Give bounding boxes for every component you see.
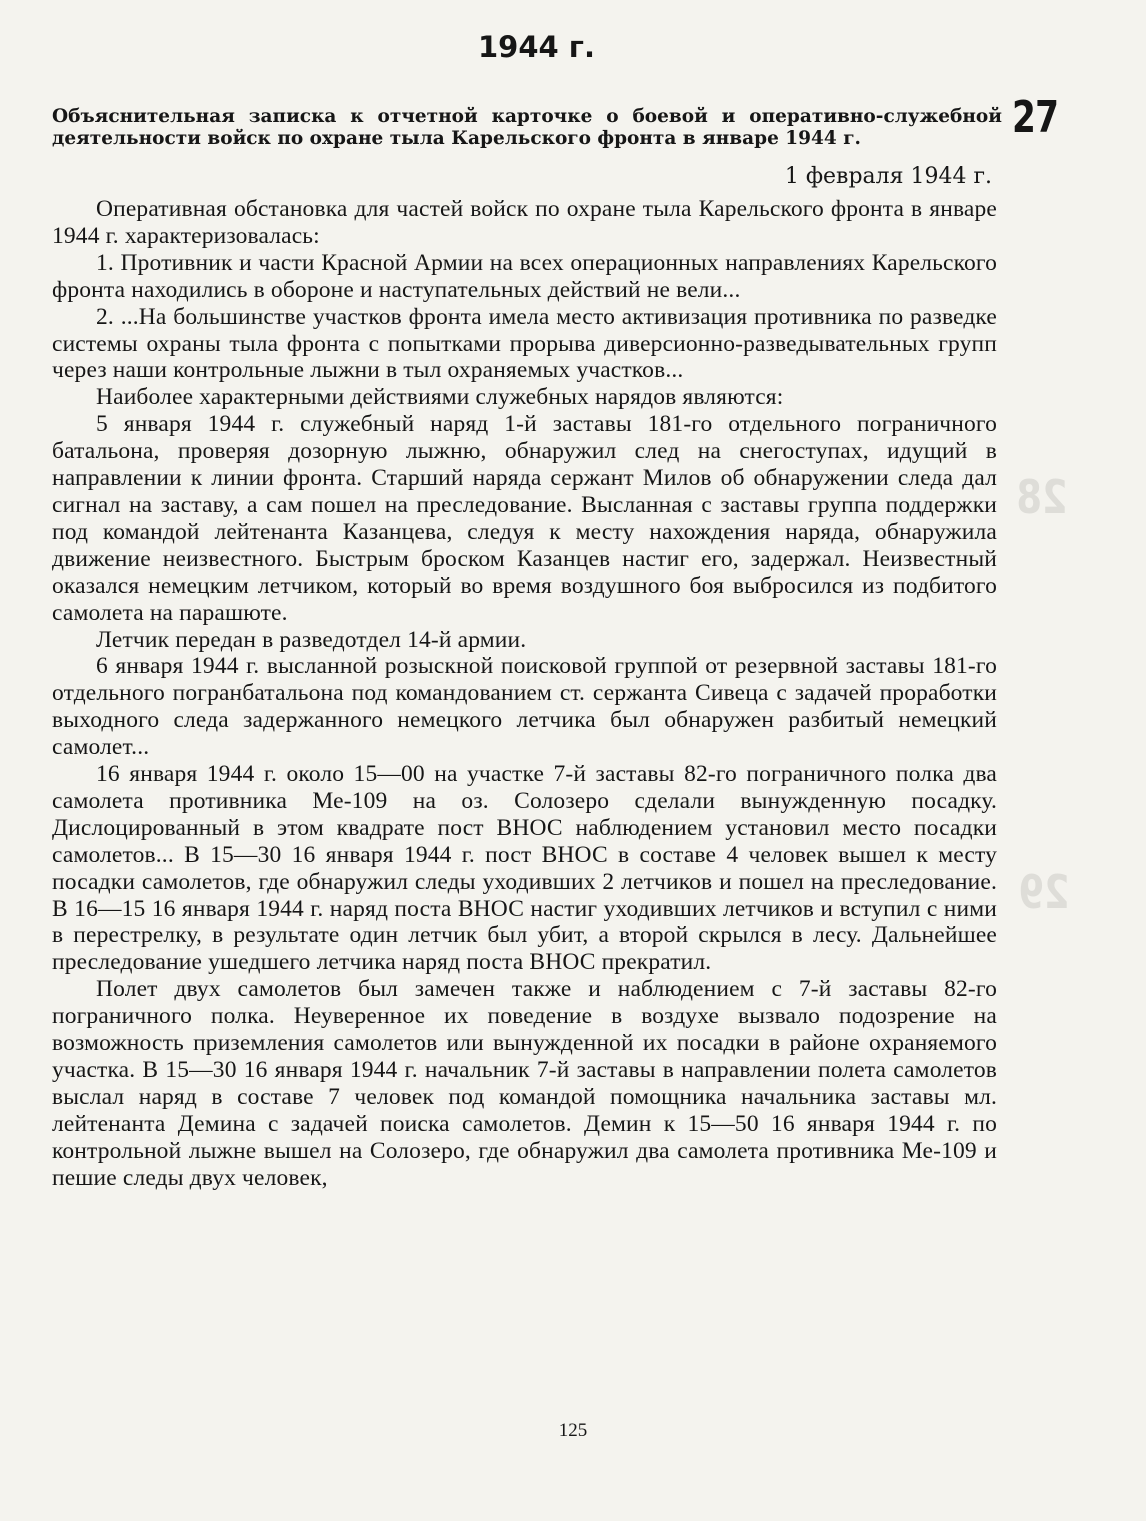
paragraph: 2. ...На большинстве участков фронта имела место активизация противника по разведке системы охраны тыла фронта с попытками прорыва диверсионно-разведывательных групп через наши контрольные лыжни в тыл охраняемых участков...: [52, 303, 997, 384]
document-number: 27: [1012, 92, 1059, 143]
paragraph: Оперативная обстановка для частей войск по охране тыла Карельского фронта в январе 1944 г. характеризовалась:: [52, 196, 997, 249]
bleed-through-mark: 29: [1018, 865, 1070, 919]
page-number: 125: [558, 1420, 588, 1441]
document-title: Объяснительная записка к отчетной карточке о боевой и оперативно-служебной деятельности войск по охране тыла Карельского фронта в январе 1944 г.: [52, 106, 1002, 149]
paragraph: Полет двух самолетов был замечен также и наблюдением с 7-й заставы 82-го пограничного полка. Неуверенное их поведение в воздухе вызвало подозрение на возможность приземления самолетов или вынужденной их посадки в районе охраняемого участка. В 15—30 16 января 1944 г. начальник 7-й заставы в направлении полета самолетов выслал наряд в составе 7 человек под командой помощника начальника заставы мл. лейтенанта Демина с задачей поиска самолетов. Демин к 15—50 16 января 1944 г. по контрольной лыжне вышел на Солозеро, где обнаружил два самолета противника Ме-109 и пешие следы двух человек,: [52, 976, 997, 1191]
document-body: [52, 196, 997, 1192]
year-heading: 1944 г.: [478, 30, 595, 64]
paragraph: 1. Противник и части Красной Армии на всех операционных направлениях Карельского фронта находились в обороне и наступательных действий не вели...: [52, 249, 997, 303]
paragraph: 6 января 1944 г. высланной розыскной поисковой группой от резервной заставы 181-го отдельного погранбатальона под командованием ст. сержанта Сивеца с задачей проработки выходного следа задержанного немецкого летчика был обнаружен разбитый немецкий самолет...: [52, 653, 997, 761]
bleed-through-mark: 28: [1016, 470, 1068, 524]
document-date: 1 февраля 1944 г.: [784, 164, 992, 189]
paragraph: 5 января 1944 г. служебный наряд 1-й заставы 181-го отдельного пограничного батальона, проверяя дозорную лыжню, обнаружил след на снегоступах, идущий в направлении к линии фронта. Старший наряда сержант Милов об обнаружении следа дал сигнал на заставу, а сам пошел на преследование. Высланная с заставы группа поддержки под командой лейтенанта Казанцева, следуя к месту нахождения наряда, обнаружила движение неизвестного. Быстрым броском Казанцев настиг его, задержал. Неизвестный оказался немецким летчиком, который во время воздушного боя выбросился из подбитого самолета на парашюте.: [52, 411, 997, 626]
paragraph: Летчик передан в разведотдел 14-й армии.: [96, 626, 527, 653]
paragraph: Наиболее характерными действиями служебных нарядов являются:: [96, 384, 784, 411]
paragraph: 16 января 1944 г. около 15—00 на участке 7-й заставы 82-го пограничного полка два самолета противника Ме-109 на оз. Солозеро сделали вынужденную посадку. Дислоцированный в этом квадрате пост ВНОС наблюдением установил место посадки самолетов... В 15—30 16 января 1944 г. пост ВНОС в составе 4 человек вышел к месту посадки самолетов, где обнаружил следы уходивших 2 летчиков и пошел на преследование. В 16—15 16 января 1944 г. наряд поста ВНОС настиг уходивших летчиков и вступил с ними в перестрелку, в результате один летчик был убит, а второй скрылся в лесу. Дальнейшее преследование ушедшего летчика наряд поста ВНОС прекратил.: [52, 761, 997, 976]
